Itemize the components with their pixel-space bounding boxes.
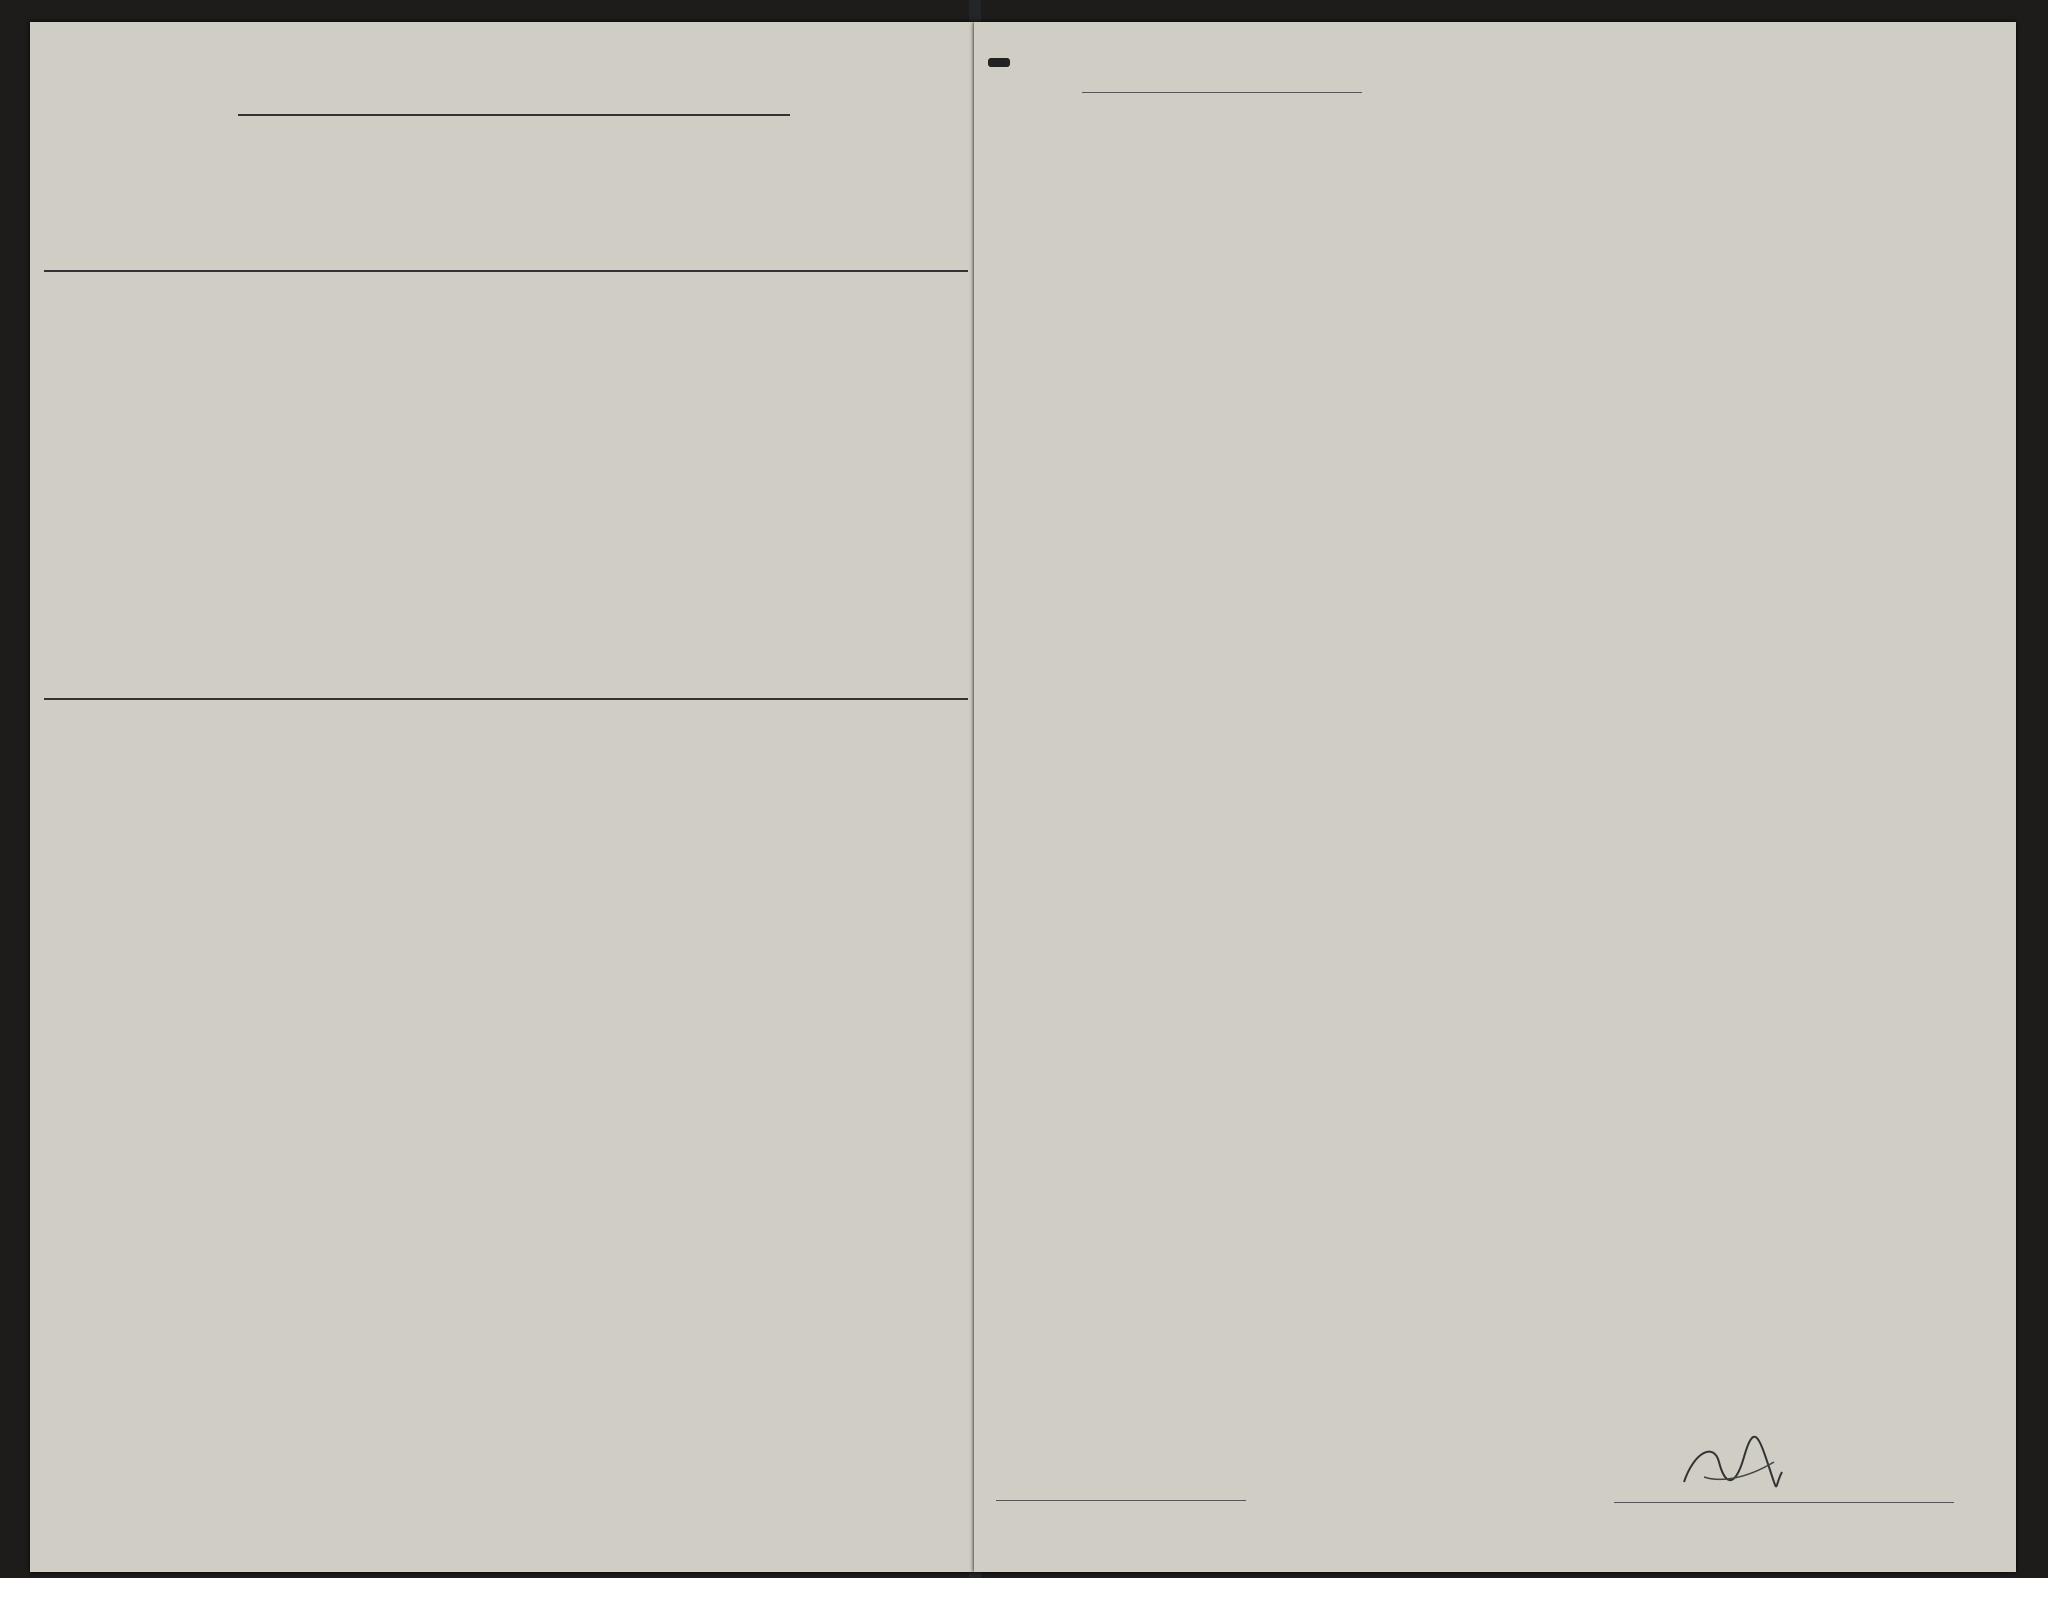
title-underline	[238, 114, 790, 116]
binder-hole-mark	[988, 58, 1010, 67]
unit-dotted-rule	[1082, 92, 1362, 93]
despatch-rule	[996, 1500, 1246, 1501]
form-page-1	[30, 22, 974, 1572]
part-a-top-rule	[44, 270, 968, 272]
signature-rule	[1614, 1502, 1954, 1503]
form-page-2	[974, 22, 2016, 1572]
part-bc-top-rule	[44, 698, 968, 700]
archive-footer	[0, 1578, 2048, 1600]
commander-signature	[1674, 1432, 1784, 1502]
